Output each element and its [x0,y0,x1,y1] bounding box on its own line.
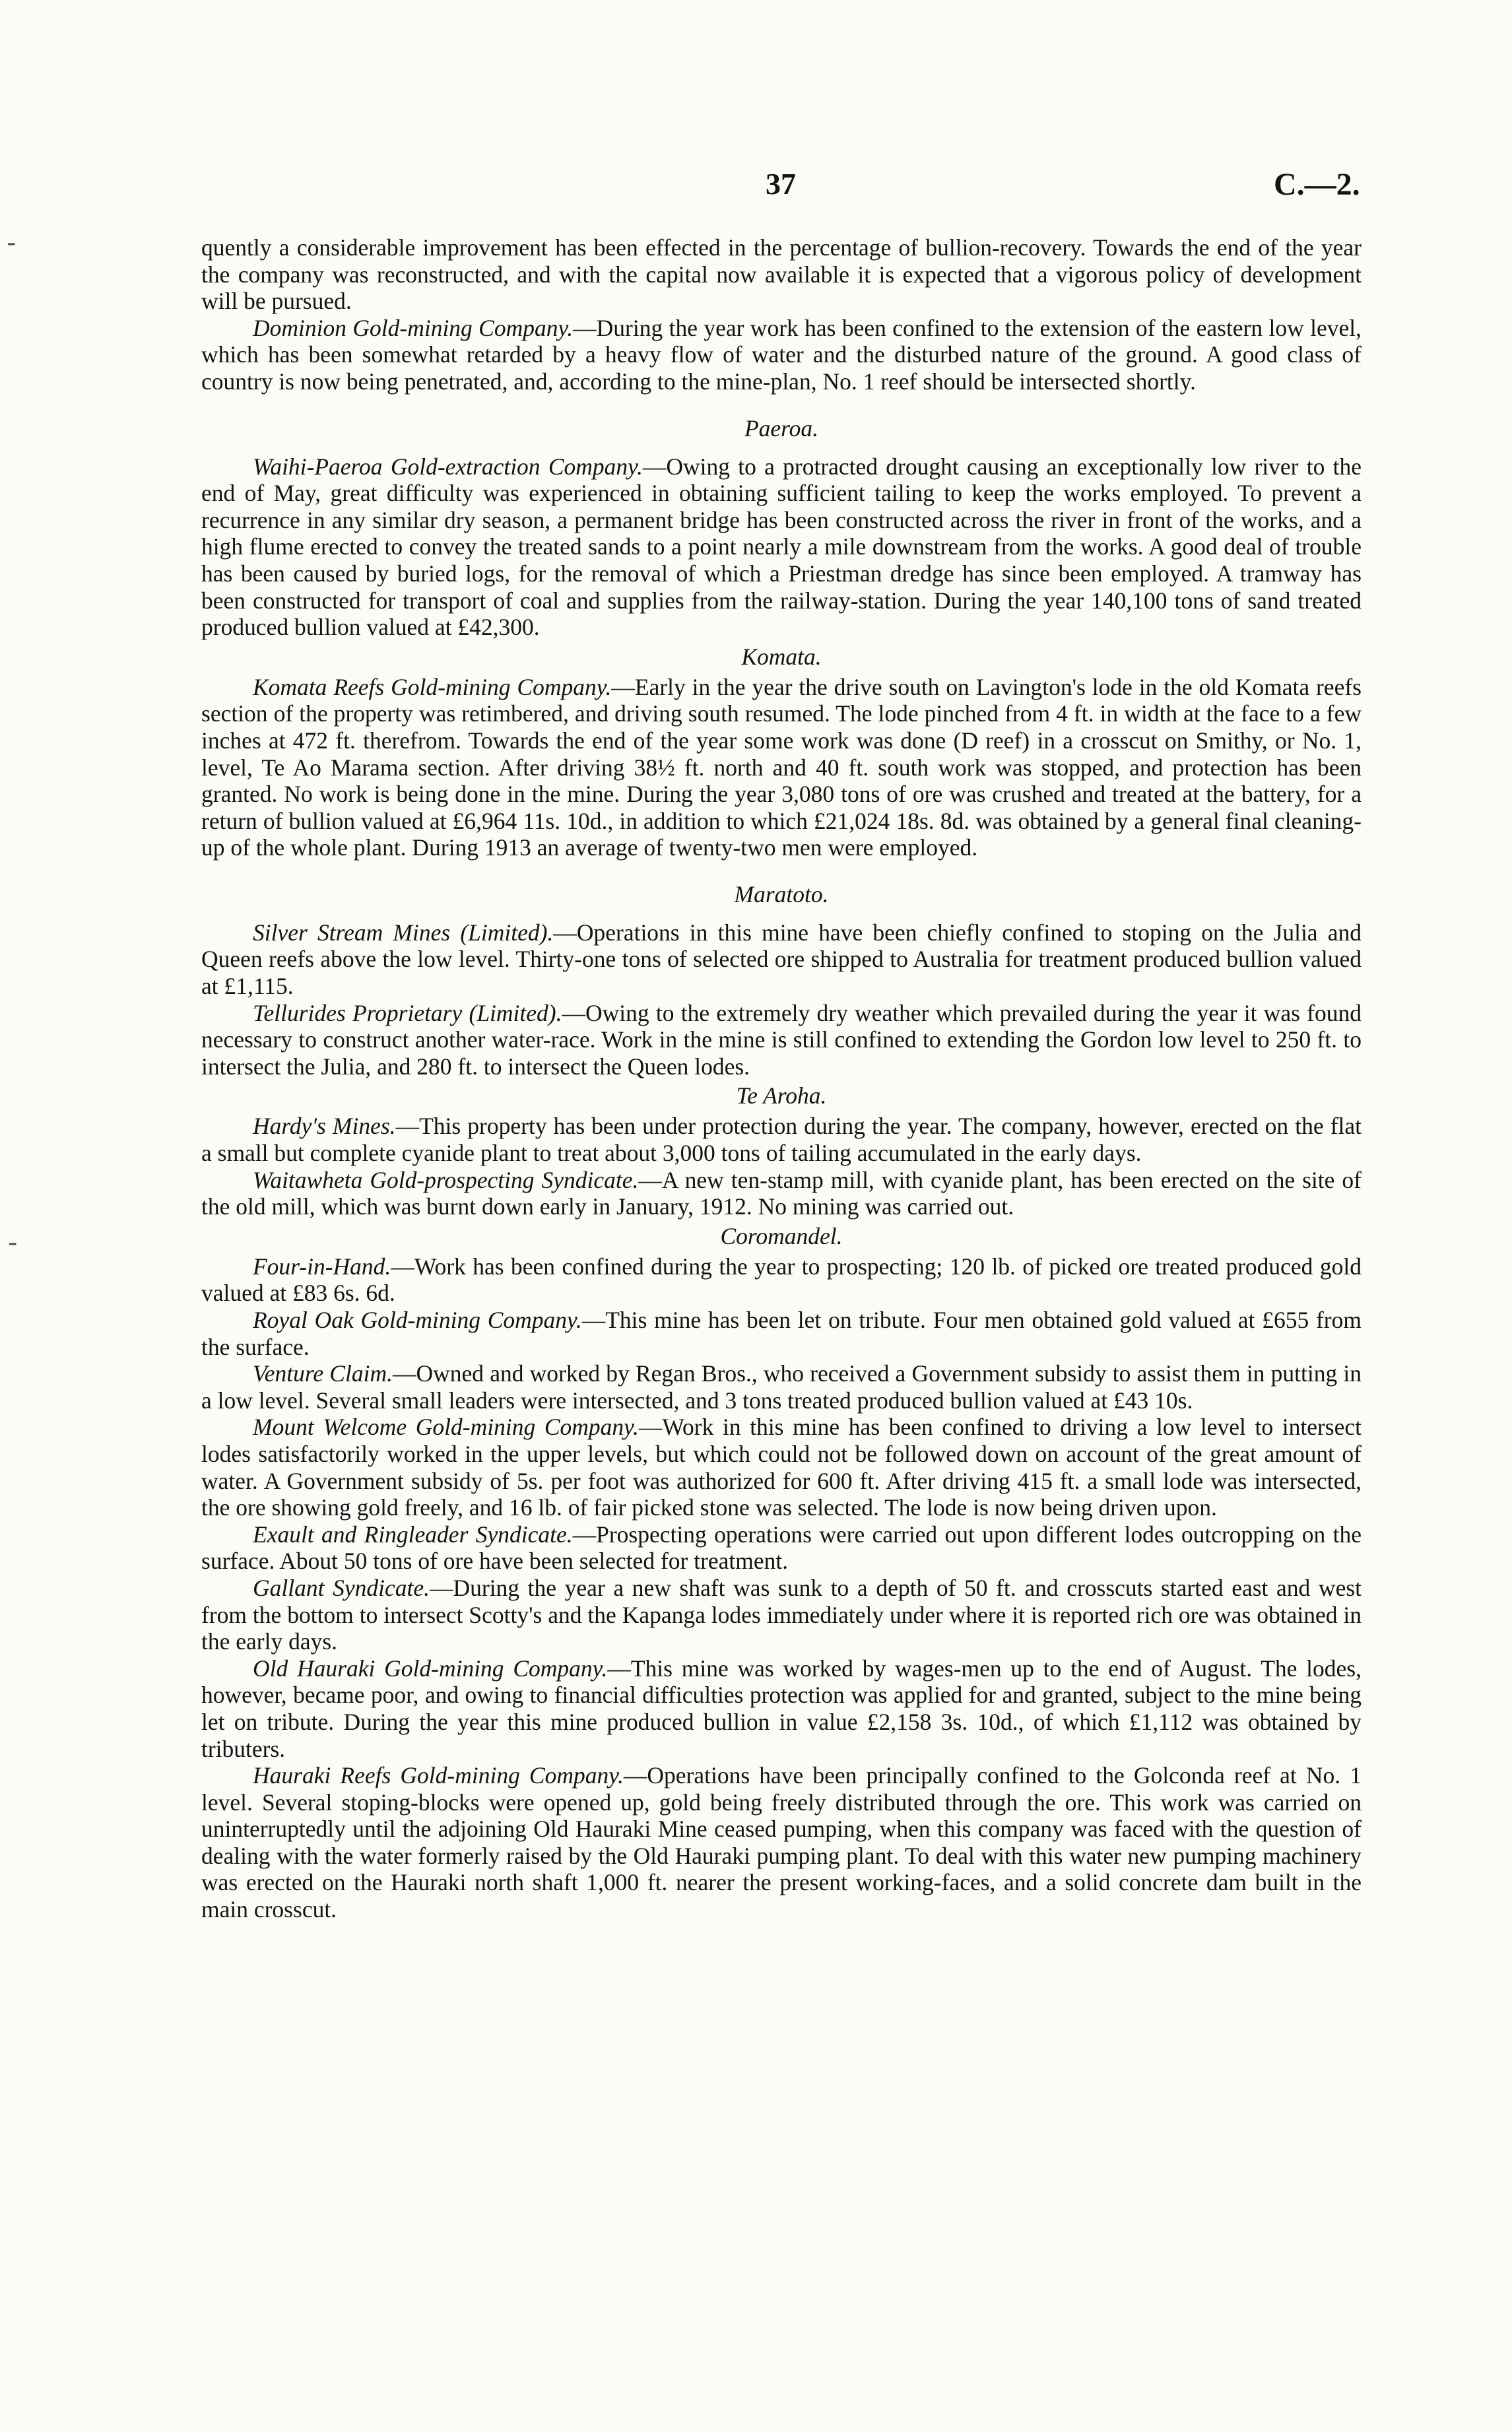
company-name: Waitawheta Gold-prospecting Syndicate. [253,1166,639,1193]
document-code: C.—2. [1274,167,1360,202]
company-name: Dominion Gold-mining Company. [253,314,574,341]
company-name: Tellurides Proprietary (Limited). [253,999,562,1026]
paragraph-waihi-paeroa [201,453,1362,641]
paragraph-hardys-mines [201,1113,1362,1166]
paragraph-dominion [201,315,1362,395]
paragraph-text: —Operations have been principally confined to the Golconda reef at No. 1 level. Several stoping-blocks were opened up, gold being freely distributed through the ore. This work was carried on uninterruptedly until the adjoining Old Hauraki Mine ceased pumping, when this company was faced with the question of dealing with the water formerly raised by the Old Hauraki pumping plant. To deal with this water new pumping machinery was erected on the Hauraki north shaft 1,000 ft. nearer the present working-faces, and a solid concrete dam built in the main crosscut. [201,1762,1362,1923]
paragraph-venture-claim [201,1360,1362,1414]
paragraph-royal-oak [201,1307,1362,1360]
page-number: 37 [766,167,796,201]
paragraph-old-hauraki [201,1655,1362,1762]
paragraph-text: —During the year a new shaft was sunk to a depth of 50 ft. and crosscuts started east and west from the bottom to intersect Scotty's and the Kapanga lodes immediately under where it is reported rich ore was obtained in the early days. [201,1574,1362,1655]
paragraph-continuation: quently a considerable improvement has been effected in the percentage of bullion-recovery. Towards the end of the year the company was reconstructed, and with the capital now available it is expected that a vigorous policy of development will be pursued. [201,234,1362,315]
paragraph-four-in-hand [201,1253,1362,1307]
paragraph-text: —Owing to a protracted drought causing an exceptionally low river to the end of May, great difficulty was experienced in obtaining sufficient tailing to keep the works employed. To prevent a recurrence in any similar dry season, a permanent bridge has been constructed across the river in front of the works, and a high flume erected to convey the treated sands to a point nearly a mile downstream from the works. A good deal of trouble has been caused by buried logs, for the removal of which a Priestman dredge has since been employed. A tramway has been constructed for transport of coal and supplies from the railway-station. During the year 140,100 tons of sand treated produced bullion valued at £42,300. [201,453,1362,641]
section-heading-paeroa: Paeroa. [744,414,819,442]
paragraph-gallant-syndicate [201,1575,1362,1655]
paragraph-silver-stream [201,919,1362,1000]
paragraph-text: —This mine was worked by wages-men up to the end of August. The lodes, however, became poor, and owing to financial difficulties protection was applied for and granted, subject to the mine being let on tribute. During the year this mine produced bullion in value £2,158 3s. 10d., of which £1,112 was obtained by tributers. [201,1655,1362,1762]
paragraph-text: —A new ten-stamp mill, with cyanide plant, has been erected on the site of the old mill, which was burnt down early in January, 1912. No mining was carried out. [201,1166,1362,1220]
paragraph-text: —During the year work has been confined to the extension of the eastern low level, which has been somewhat retarded by a heavy flow of water and the disturbed nature of the ground. A good class of country is now being penetrated, and, according to the mine-plan, No. 1 reef should be intersected shortly. [201,314,1362,395]
company-name: Exault and Ringleader Syndicate. [253,1521,573,1548]
paragraph-waitawheta [201,1167,1362,1220]
section-heading-te-aroha: Te Aroha. [736,1082,827,1109]
section-heading-coromandel: Coromandel. [720,1222,843,1249]
company-name: Gallant Syndicate. [253,1574,430,1601]
company-name: Old Hauraki Gold-mining Company. [253,1655,608,1682]
paragraph-text: —Work has been confined during the year to prospecting; 120 lb. of picked ore treated produced gold valued at £83 6s. 6d. [201,1253,1362,1307]
paragraph-exault-ringleader [201,1521,1362,1575]
section-heading-komata: Komata. [741,643,822,670]
section-heading-maratoto: Maratoto. [734,880,829,907]
company-name: Four-in-Hand. [253,1253,391,1280]
paragraph-hauraki-reefs [201,1762,1362,1923]
paragraph-tellurides [201,1000,1362,1080]
paragraph-text: —This mine has been let on tribute. Four men obtained gold valued at £655 from the surface. [201,1307,1362,1360]
paragraph-text: —Operations in this mine have been chiefly confined to stoping on the Julia and Queen reefs above the low level. Thirty-one tons of selected ore shipped to Australia for treatment produced bullion valued at £1,115. [201,919,1362,1000]
paragraph-text: —Prospecting operations were carried out upon different lodes outcropping on the surface. About 50 tons of ore have been selected for treatment. [201,1521,1362,1575]
company-name: Venture Claim. [253,1360,393,1387]
paragraph-mount-welcome [201,1414,1362,1521]
document-body [201,234,1362,1923]
paragraph-text: —Owned and worked by Regan Bros., who received a Government subsidy to assist them in putting in a low level. Several small leaders were intersected, and 3 tons treated produced bullion valued at £43 10s. [201,1360,1362,1414]
paragraph-text: —This property has been under protection during the year. The company, however, erected on the flat a small but complete cyanide plant to treat about 3,000 tons of tailing accumulated in the early days. [201,1113,1362,1167]
company-name: Hauraki Reefs Gold-mining Company. [253,1762,624,1789]
margin-mark: ‐ [7,228,16,258]
paragraph-text: —Work in this mine has been confined to driving a low level to intersect lodes satisfactorily worked in the upper levels, but which could not be followed down on account of the great amount of water. A Government subsidy of 5s. per foot was authorized for 600 ft. After driving 415 ft. a small lode was intersected, the ore showing gold freely, and 16 lb. of fair picked stone was selected. The lode is now being driven upon. [201,1414,1362,1521]
company-name: Mount Welcome Gold-mining Company. [253,1414,639,1441]
margin-mark: ‐ [8,1228,18,1258]
company-name: Silver Stream Mines (Limited). [253,919,554,946]
company-name: Hardy's Mines. [253,1113,396,1140]
paragraph-komata-reefs [201,674,1362,861]
company-name: Royal Oak Gold-mining Company. [253,1307,582,1333]
paragraph-text: —Early in the year the drive south on Lavington's lode in the old Komata reefs section of the property was retimbered, and driving south resumed. The lode pinched from 4 ft. in width at the face to a few inches at 472 ft. therefrom. Towards the end of the year some work was done (D reef) in a crosscut on Smithy, or No. 1, level, Te Ao Marama section. After driving 38½ ft. north and 40 ft. south work was stopped, and protection has been granted. No work is being done in the mine. During the year 3,080 tons of ore was crushed and treated at the battery, for a return of bullion valued at £6,964 11s. 10d., in addition to which £21,024 18s. 8d. was obtained by a general final cleaning-up of the whole plant. During 1913 an average of twenty-two men were employed. [201,673,1362,861]
company-name: Waihi-Paeroa Gold-extraction Company. [253,453,643,480]
company-name: Komata Reefs Gold-mining Company. [253,673,612,700]
paragraph-text: —Owing to the extremely dry weather which prevailed during the year it was found necessary to construct another water-race. Work in the mine is still confined to extending the Gordon low level to 250 ft. to intersect the Julia, and 280 ft. to intersect the Queen lodes. [201,999,1362,1080]
page-header [0,166,1512,213]
